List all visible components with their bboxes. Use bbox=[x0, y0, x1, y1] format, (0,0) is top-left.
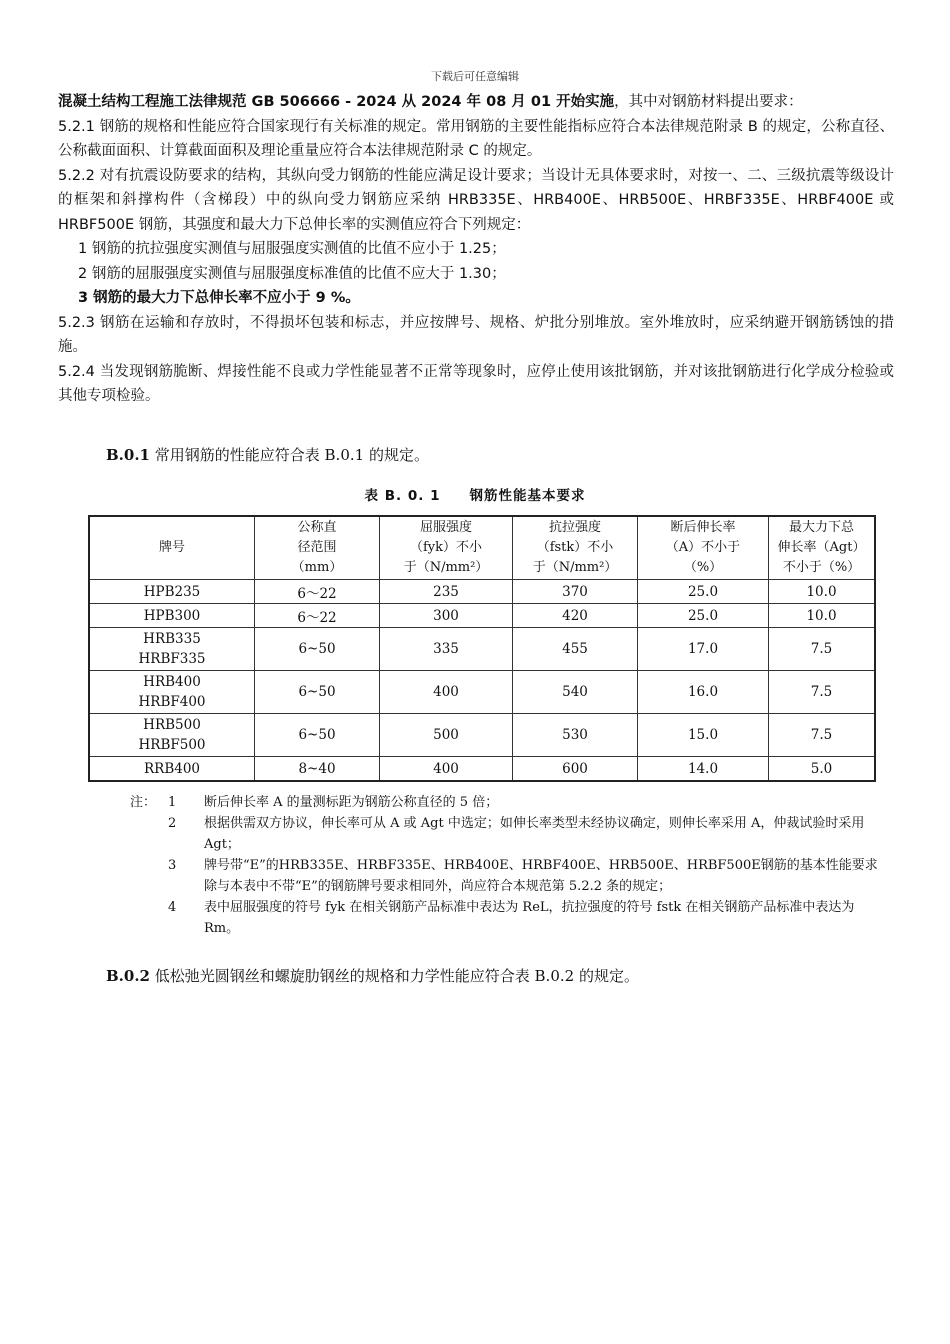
note-text: 牌号带“E”的HRB335E、HRBF335E、HRB400E、HRBF400E、HRB500E、HRBF500E钢筋的基本性能要求除与本表中不带“E”的钢筋牌号要求相同外，尚应符合本规范第 5.2.2 条的规定； bbox=[204, 858, 878, 894]
cell-grade: HPB235 bbox=[89, 580, 255, 604]
table-row bbox=[89, 757, 875, 782]
header-diameter bbox=[255, 516, 380, 580]
cell-diameter: 6～22 bbox=[255, 580, 380, 604]
cell-grade: HPB300 bbox=[89, 604, 255, 628]
clause-item-1: 1 钢筋的抗拉强度实测值与屈服强度实测值的比值不应小于 1.25； bbox=[78, 241, 506, 257]
grade-line: HRB500 bbox=[143, 717, 201, 733]
intro-rest: ，其中对钢筋材料提出要求： bbox=[614, 94, 803, 110]
note-item bbox=[130, 897, 890, 939]
section-b02-heading bbox=[106, 965, 639, 986]
section-b02-text: 低松弛光圆钢丝和螺旋肋钢丝的规格和力学性能应符合表 B.0.2 的规定。 bbox=[150, 967, 639, 985]
cell-agt: 10.0 bbox=[769, 604, 876, 628]
cell-yield: 400 bbox=[380, 671, 513, 714]
header-line: 抗拉强度 bbox=[548, 520, 601, 535]
table-row bbox=[89, 628, 875, 671]
watermark: 下载后可任意编辑 bbox=[431, 70, 519, 83]
cell-grade bbox=[89, 714, 255, 757]
clause-5-2-1: 5.2.1 钢筋的规格和性能应符合国家现行有关标准的规定。常用钢筋的主要性能指标应符合本法律规范附录 B 的规定，公称直径、公称截面面积、计算截面面积及理论重量应符合本法律规范附录 C 的规定。 bbox=[58, 118, 894, 159]
note-item bbox=[130, 855, 890, 897]
cell-elongation: 16.0 bbox=[638, 671, 769, 714]
header-line: 不小于（%） bbox=[782, 560, 861, 575]
header-line: 于（N/mm²） bbox=[532, 560, 618, 575]
section-b01-text: 常用钢筋的性能应符合表 B.0.1 的规定。 bbox=[150, 446, 429, 464]
header-line: （mm） bbox=[291, 560, 343, 575]
cell-grade bbox=[89, 628, 255, 671]
table-notes bbox=[130, 792, 890, 939]
section-b01-heading bbox=[106, 444, 429, 465]
note-number: 2 bbox=[168, 816, 177, 831]
intro-line bbox=[58, 90, 894, 115]
note-number: 1 bbox=[168, 795, 177, 810]
cell-agt: 5.0 bbox=[769, 757, 876, 782]
cell-tensile: 370 bbox=[513, 580, 638, 604]
clause-item-2: 2 钢筋的屈服强度实测值与屈服强度标准值的比值不应大于 1.30； bbox=[78, 265, 506, 282]
note-spacer bbox=[130, 897, 168, 939]
grade-line: HRB400 bbox=[143, 674, 201, 690]
header-line: （fstk）不小 bbox=[536, 540, 614, 555]
steel-properties-table bbox=[88, 515, 876, 782]
clause-item-3: 3 钢筋的最大力下总伸长率不应小于 9 %。 bbox=[78, 290, 360, 306]
cell-yield: 335 bbox=[380, 628, 513, 671]
cell-elongation: 25.0 bbox=[638, 604, 769, 628]
note-text: 根据供需双方协议，伸长率可从 A 或 Agt 中选定；如伸长率类型未经协议确定，则伸长率采用 A，仲裁试验时采用 Agt； bbox=[204, 816, 865, 852]
cell-agt: 7.5 bbox=[769, 628, 876, 671]
header-agt bbox=[769, 516, 876, 580]
header-line: 断后伸长率 bbox=[670, 520, 736, 535]
table-row bbox=[89, 671, 875, 714]
cell-diameter: 6～22 bbox=[255, 604, 380, 628]
note-item bbox=[130, 813, 890, 855]
cell-grade bbox=[89, 671, 255, 714]
header-yield bbox=[380, 516, 513, 580]
table-row bbox=[89, 604, 875, 628]
table-row bbox=[89, 714, 875, 757]
note-item bbox=[130, 792, 890, 813]
cell-grade: RRB400 bbox=[89, 757, 255, 782]
cell-agt: 7.5 bbox=[769, 671, 876, 714]
cell-diameter: 6~50 bbox=[255, 714, 380, 757]
cell-diameter: 6~50 bbox=[255, 671, 380, 714]
grade-line: HRBF335 bbox=[138, 651, 206, 667]
cell-yield: 235 bbox=[380, 580, 513, 604]
header-line: 伸长率（Agt） bbox=[777, 540, 866, 555]
cell-yield: 300 bbox=[380, 604, 513, 628]
cell-yield: 500 bbox=[380, 714, 513, 757]
grade-line: HRBF400 bbox=[138, 694, 206, 710]
clause-text-block bbox=[58, 90, 894, 409]
cell-diameter: 8~40 bbox=[255, 757, 380, 782]
note-number: 3 bbox=[168, 858, 177, 873]
header-elongation bbox=[638, 516, 769, 580]
header-tensile bbox=[513, 516, 638, 580]
header-line: 屈服强度 bbox=[419, 520, 472, 535]
cell-tensile: 530 bbox=[513, 714, 638, 757]
header-grade: 牌号 bbox=[89, 516, 255, 580]
header-line: 径范围 bbox=[297, 540, 337, 555]
cell-tensile: 540 bbox=[513, 671, 638, 714]
note-spacer bbox=[130, 813, 168, 855]
cell-tensile: 420 bbox=[513, 604, 638, 628]
section-b02-label: B.0.2 bbox=[106, 967, 150, 985]
header-line: 于（N/mm²） bbox=[403, 560, 489, 575]
table-caption: 表 B. 0. 1 钢筋性能基本要求 bbox=[364, 488, 586, 504]
standard-title: 混凝土结构工程施工法律规范 GB 506666 - 2024 从 2024 年 08 月 01 开始实施 bbox=[58, 94, 615, 110]
table-row bbox=[89, 580, 875, 604]
clause-5-2-3: 5.2.3 钢筋在运输和存放时，不得损坏包装和标志，并应按牌号、规格、炉批分别堆放。室外堆放时，应采纳避开钢筋锈蚀的措施。 bbox=[58, 314, 894, 355]
cell-yield: 400 bbox=[380, 757, 513, 782]
cell-agt: 10.0 bbox=[769, 580, 876, 604]
table-header-row bbox=[89, 516, 875, 580]
header-line: （%） bbox=[683, 560, 723, 575]
cell-tensile: 600 bbox=[513, 757, 638, 782]
grade-line: HRBF500 bbox=[138, 737, 206, 753]
note-number: 4 bbox=[168, 900, 177, 915]
clause-5-2-4: 5.2.4 当发现钢筋脆断、焊接性能不良或力学性能显著不正常等现象时，应停止使用该批钢筋，并对该批钢筋进行化学成分检验或其他专项检验。 bbox=[58, 363, 894, 404]
header-line: （A）不小于 bbox=[665, 540, 741, 555]
cell-elongation: 25.0 bbox=[638, 580, 769, 604]
grade-line: HRB335 bbox=[143, 631, 201, 647]
cell-elongation: 14.0 bbox=[638, 757, 769, 782]
note-text: 表中屈服强度的符号 fyk 在相关钢筋产品标准中表达为 ReL，抗拉强度的符号 fstk 在相关钢筋产品标准中表达为 Rm。 bbox=[204, 900, 855, 936]
section-b01-label: B.0.1 bbox=[106, 446, 150, 464]
cell-elongation: 17.0 bbox=[638, 628, 769, 671]
cell-tensile: 455 bbox=[513, 628, 638, 671]
header-line: 最大力下总 bbox=[788, 520, 854, 535]
cell-elongation: 15.0 bbox=[638, 714, 769, 757]
cell-agt: 7.5 bbox=[769, 714, 876, 757]
note-text: 断后伸长率 A 的量测标距为钢筋公称直径的 5 倍； bbox=[204, 795, 499, 810]
cell-diameter: 6~50 bbox=[255, 628, 380, 671]
clause-5-2-2: 5.2.2 对有抗震设防要求的结构，其纵向受力钢筋的性能应满足设计要求；当设计无具体要求时，对按一、二、三级抗震等级设计的框架和斜撑构件（含梯段）中的纵向受力钢筋应采纳 HRB335E、HRB400E、HRB500E、HRBF335E、HRBF400E 或 HRBF500E 钢筋，其强度和最大力下总伸长率的实测值应符合下列规定： bbox=[58, 167, 894, 233]
notes-label: 注： bbox=[130, 795, 157, 810]
header-line: 公称直 bbox=[297, 520, 337, 535]
note-spacer bbox=[130, 855, 168, 897]
header-line: （fyk）不小 bbox=[409, 540, 483, 555]
